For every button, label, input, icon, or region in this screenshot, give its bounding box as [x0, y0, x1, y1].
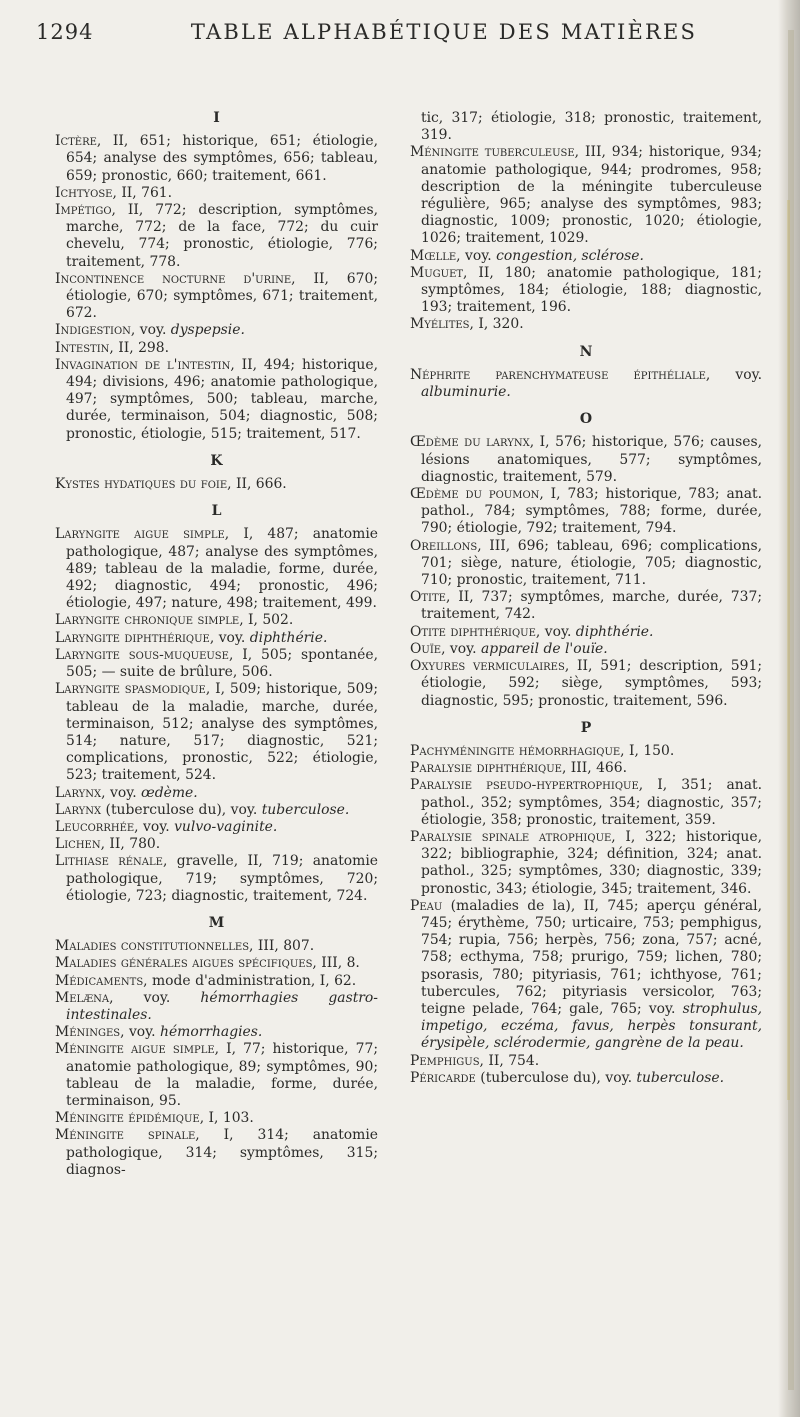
entry-text: II, 494; historique, 494; divisions, 496; anatomie pathologique, 497; symptômes, 500; tableau, marche, durée, terminaison, 504; diagnostic, 508; pronostic, étiologie, 515; traitement, 517.: [66, 356, 378, 442]
entry-text: II, 754.: [483, 1052, 540, 1069]
entry-text: II, 737; symptômes, marche, durée, 737; traitement, 742.: [421, 589, 762, 623]
index-entry: [55, 357, 378, 443]
entry-text: voy.: [124, 1024, 160, 1041]
entry-text: gravelle, II, 719; anatomie pathologique, 719; symptômes, 720; étiologie, 723; diagnostic, traitement, 724.: [66, 853, 379, 904]
entry-text: mode d'administration, I, 62.: [147, 972, 357, 989]
entry-text: II, 666.: [231, 476, 287, 493]
entry-term: Larynx: [55, 801, 102, 818]
entry-cross-reference: diphthérie.: [575, 623, 654, 640]
index-entry: [410, 434, 762, 486]
entry-text: II, 780.: [105, 836, 161, 853]
entry-cross-reference: tuberculose.: [636, 1069, 724, 1086]
entry-text: voy.: [214, 629, 250, 646]
entry-term: Lithiase rénale,: [55, 853, 168, 870]
entry-term: Péricarde: [410, 1069, 476, 1086]
index-entry: [55, 1127, 378, 1179]
index-entry: [410, 658, 762, 710]
entry-text: I, 314; anatomie pathologique, 314; symptômes, 315; diagnos-: [66, 1127, 379, 1178]
entry-term: Œdème du larynx,: [410, 434, 535, 451]
entry-text: I, 77; historique, 77; anatomie pathologique, 89; symptômes, 90; tableau de la maladie, forme, durée, terminaison, 95.: [66, 1041, 379, 1109]
entry-cross-reference: œdème.: [141, 784, 198, 801]
index-entry: [55, 185, 378, 202]
entry-term: Invagination de l'intestin,: [55, 356, 235, 373]
index-entry: [55, 785, 378, 802]
entry-term: Paralysie spinale atrophique,: [410, 828, 616, 845]
index-entry: [55, 681, 378, 784]
entry-term: Oxyures vermiculaires,: [410, 658, 570, 675]
entry-text: (tuberculose du), voy.: [101, 801, 262, 818]
entry-cross-reference: congestion, sclérose.: [496, 247, 644, 264]
index-entry: [55, 133, 378, 185]
index-entry: [410, 248, 762, 265]
index-entry: [55, 630, 378, 647]
entry-term: Laryngite chronique simple,: [55, 612, 244, 629]
entry-text: II, 761.: [116, 184, 173, 201]
entry-term: Otite diphthérique,: [410, 623, 541, 640]
section-letter: P: [580, 719, 592, 736]
section-letter: I: [213, 110, 220, 126]
entry-text: (tuberculose du), voy.: [475, 1069, 637, 1086]
entry-cross-reference: diphthérie.: [249, 629, 328, 646]
index-entry: [410, 777, 762, 829]
entry-text: I, 150.: [624, 742, 675, 759]
entry-text: III, 807.: [253, 938, 315, 955]
index-entry: [55, 647, 378, 681]
entry-text: III, 8.: [316, 955, 360, 972]
running-header: [36, 20, 762, 54]
index-entry: [410, 760, 762, 777]
section-letter: O: [579, 411, 593, 428]
entry-text: voy.: [135, 322, 171, 339]
section-letter: L: [211, 503, 222, 520]
entry-cross-reference: appareil de l'ouïe.: [480, 640, 608, 657]
entry-cross-reference: dyspepsie.: [170, 322, 245, 339]
index-entry: [410, 641, 762, 658]
entry-term: Médicaments,: [55, 972, 148, 989]
entry-text: I, 322; historique, 322; bibliographie, 324; définition, 324; anat. pathol., 325; symptômes, 330; diagnostic, 339; pronostic, 343; étiologie, 345; traitement, 346.: [421, 828, 762, 897]
entry-term: Incontinence nocturne d'urine,: [55, 270, 296, 287]
index-entry: [410, 486, 762, 538]
entry-text: I, 783; historique, 783; anat. pathol., 784; symptômes, 788; forme, durée, 790; étiologie, 792; traitement, 794.: [421, 486, 762, 537]
entry-term: Indigestion,: [55, 322, 136, 339]
index-entry: [410, 316, 762, 333]
entry-text: II, 651; historique, 651; étiologie, 654; analyse des symptômes, 656; tableau, 659; pronostic, 660; traitement, 661.: [66, 133, 378, 184]
entry-text: tic, 317; étiologie, 318; pronostic, traitement, 319.: [421, 110, 762, 144]
entry-term: Ichtyose,: [55, 184, 117, 201]
entry-term: Kystes hydatiques du foie,: [55, 476, 232, 493]
entry-term: Œdème du poumon,: [410, 486, 544, 503]
entry-text: (maladies de la), II, 745; aperçu général, 745; érythème, 750; urticaire, 753; pemphigus, 754; rupia, 756; herpès, 756; zona, 757; acné, 758; ecthyma, 758; prurigo, 759; lichen, 780; psorasis, 780; pityriasis, 761; ichthyose, 761; tubercules, 762; pityriasis versicolor, 763; teigne pelade, 764; gale, 765; voy.: [421, 897, 762, 1017]
index-entry: [410, 624, 762, 641]
index-entry: [410, 898, 762, 1053]
index-entry: [55, 271, 378, 323]
index-entry: [410, 829, 762, 898]
index-entry: [55, 955, 378, 972]
entry-term: Laryngite sous-muqueuse,: [55, 646, 234, 663]
entry-cross-reference: tuberculose.: [261, 801, 350, 818]
index-entry: [55, 990, 378, 1024]
entry-term: Méningite tuberculeuse,: [410, 144, 580, 161]
entry-term: Larynx,: [55, 784, 106, 801]
index-entry: [55, 202, 378, 271]
index-entry: [410, 538, 762, 590]
entry-cross-reference: albuminurie.: [421, 384, 511, 401]
entry-text: I, 505; spontanée, 505; — suite de brûlure, 506.: [66, 646, 379, 681]
entry-text: II, 298.: [113, 339, 169, 356]
index-column-right: [410, 110, 762, 1087]
index-entry: [55, 802, 378, 819]
entry-term: Paralysie pseudo-hypertrophique,: [410, 777, 644, 794]
entry-text: voy.: [105, 784, 142, 801]
entry-cross-reference: hémorrhagies gastro-intestinales.: [66, 989, 378, 1023]
entry-text: II, 670; étiologie, 670; symptômes, 671; traitement, 672.: [66, 270, 378, 322]
entry-term: Impétigo,: [55, 202, 116, 219]
entry-text: I, 509; historique, 509; tableau de la maladie, marche, durée, terminaison, 512; analyse des symptômes, 514; nature, 517; diagnostic, 521; complications, pronostic, 522; étiologie, 523; traitement, 524.: [66, 681, 378, 784]
entry-text: III, 696; tableau, 696; complications, 701; siège, nature, étiologie, 705; diagnostic, 710; pronostic, traitement, 711.: [421, 537, 762, 589]
entry-term: Muguet,: [410, 264, 468, 281]
entry-text: voy.: [460, 247, 497, 264]
entry-term: Laryngite diphthérique,: [55, 629, 215, 646]
entry-text: II, 772; description, symptômes, marche, 772; de la face, 772; du cuir chevelu, 774; pronostic, étiologie, 776; traitement, 778.: [66, 202, 378, 270]
entry-term: Lichen,: [55, 836, 106, 853]
entry-term: Ouïe,: [410, 640, 446, 657]
index-entry: [410, 265, 762, 317]
index-entry: [55, 340, 378, 357]
entry-term: Myélites,: [410, 316, 474, 333]
entry-term: Méningite épidémique,: [55, 1110, 205, 1127]
entry-term: Leucorrhée,: [55, 818, 139, 835]
entry-term: Maladies constitutionnelles,: [55, 938, 254, 955]
entry-term: Mœlle,: [410, 247, 461, 264]
index-entry: [410, 1053, 762, 1070]
section-letter: K: [210, 452, 223, 469]
index-entry: [410, 144, 762, 247]
index-entry: [55, 836, 378, 853]
entry-term: Intestin,: [55, 339, 114, 356]
entry-text: voy.: [138, 818, 175, 835]
entry-text: II, 591; description, 591; étiologie, 592; siège, symptômes, 593; diagnostic, 595; pronostic, traitement, 596.: [421, 658, 762, 709]
page-edge-tint: [787, 200, 790, 1100]
entry-term: Melæna,: [55, 989, 114, 1006]
index-entry: [410, 367, 762, 401]
entry-text: voy.: [710, 366, 762, 383]
entry-text: I, 351; anat. pathol., 352; symptômes, 354; diagnostic, 357; étiologie, 358; pronostic, traitement, 359.: [421, 777, 762, 828]
index-entry: [55, 1024, 378, 1041]
section-letter: M: [208, 914, 225, 931]
entry-text: voy.: [113, 989, 201, 1006]
entry-term: Maladies générales aigues spécifiques,: [55, 955, 317, 972]
entry-cross-reference: strophulus, impetigo, eczéma, favus, herpès tonsurant, érysipèle, sclérodermie, gangrène de la peau.: [421, 1000, 762, 1052]
entry-term: Méningite spinale,: [55, 1127, 200, 1144]
index-entry-continuation: [410, 110, 762, 144]
entry-text: III, 466.: [566, 760, 628, 777]
entry-term: Laryngite aigue simple,: [55, 526, 230, 543]
entry-text: voy.: [540, 623, 576, 640]
entry-term: Laryngite spasmodique,: [55, 681, 211, 698]
entry-text: I, 103.: [204, 1110, 254, 1127]
index-entry: [55, 1041, 378, 1110]
index-entry: [55, 819, 378, 836]
entry-term: Méninges,: [55, 1024, 125, 1041]
entry-text: I, 487; anatomie pathologique, 487; analyse des symptômes, 489; tableau de la maladie, forme, durée, 492; diagnostic, 494; pronostic, 496; étiologie, 497; nature, 498; traitement, 499.: [66, 526, 378, 612]
index-entry: [55, 612, 378, 629]
index-entry: [55, 853, 378, 905]
entry-text: III, 934; historique, 934; anatomie pathologique, 944; prodromes, 958; description de la méningite tuberculeuse régulière, 965; analyse des symptômes, 983; diagnostic, 1009; pronostic, 1020; étiologie, 1026; traitement, 1029.: [421, 144, 762, 247]
index-entry: [55, 322, 378, 339]
index-entry: [55, 526, 378, 612]
entry-term: Paralysie diphthérique,: [410, 760, 567, 777]
index-entry: [410, 589, 762, 623]
entry-term: Pemphigus,: [410, 1052, 484, 1069]
entry-term: Néphrite parenchymateuse épithéliale,: [410, 366, 711, 383]
entry-text: II, 180; anatomie pathologique, 181; symptômes, 184; étiologie, 188; diagnostic, 193; traitement, 196.: [421, 264, 762, 316]
entry-cross-reference: hémorrhagies.: [160, 1024, 263, 1041]
entry-term: Oreillons,: [410, 537, 482, 554]
index-entry: [55, 1110, 378, 1127]
entry-term: Ictère,: [55, 133, 102, 150]
section-letter: N: [579, 343, 593, 360]
index-entry: [410, 743, 762, 760]
entry-text: I, 320.: [473, 316, 524, 333]
index-column-left: [55, 110, 378, 1179]
index-entry: [55, 973, 378, 990]
entry-term: Pachyméningite hémorrhagique,: [410, 742, 625, 759]
entry-term: Otite,: [410, 589, 451, 606]
index-entry: [410, 1070, 762, 1087]
entry-cross-reference: vulvo-vaginite.: [174, 818, 278, 835]
index-entry: [55, 476, 378, 493]
entry-term: Peau: [410, 897, 443, 914]
index-entry: [55, 938, 378, 955]
entry-text: I, 576; historique, 576; causes, lésions anatomiques, 577; symptômes, diagnostic, traitement, 579.: [421, 434, 762, 485]
entry-term: Méningite aigue simple,: [55, 1041, 220, 1058]
running-title: TABLE ALPHABÉTIQUE DES MATIÈRES: [190, 20, 698, 44]
page-number: 1294: [36, 20, 94, 44]
entry-text: voy.: [445, 640, 481, 657]
entry-text: I, 502.: [243, 612, 294, 629]
